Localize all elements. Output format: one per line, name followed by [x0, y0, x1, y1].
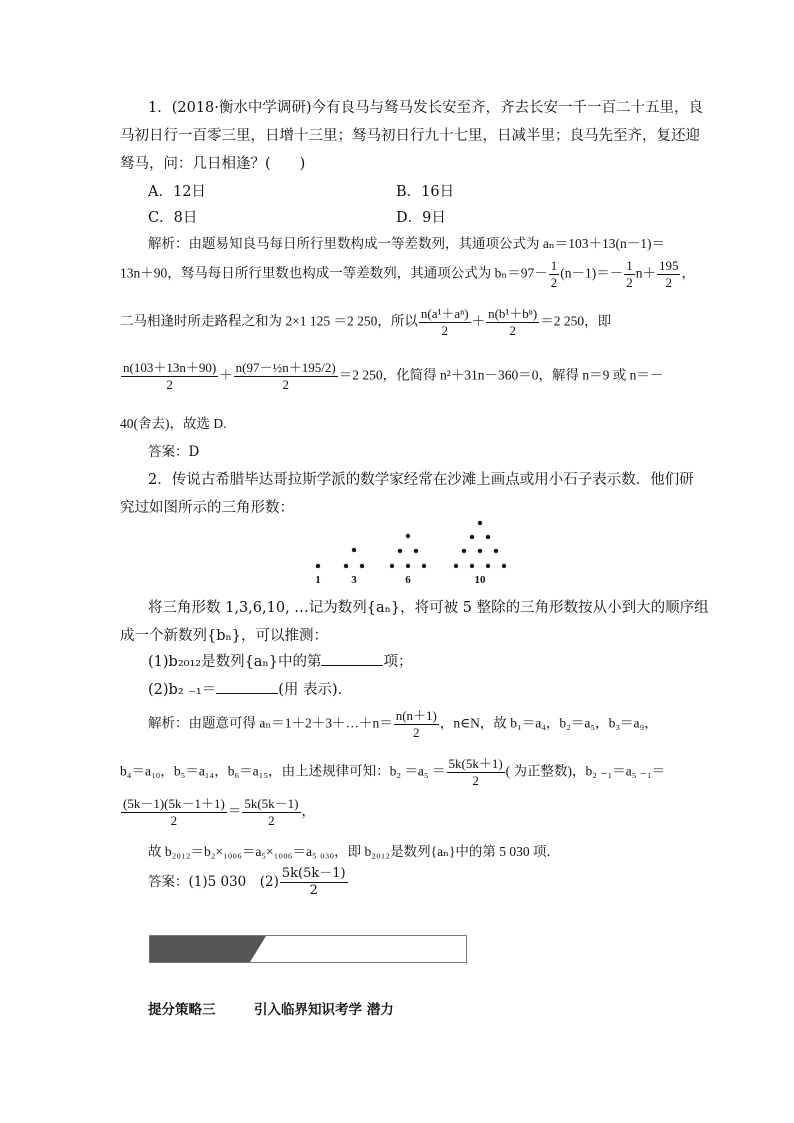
q1-solution-line1: 解析：由题易知良马每日所行里数构成一等差数列，其通项公式为 aₙ＝103＋13(n－1)＝ [148, 236, 665, 251]
triangular-dots-svg [300, 518, 520, 588]
q2-line1: 2．传说古希腊毕达哥拉斯学派的数学家经常在沙滩上画点或用小石子表示数．他们研 [148, 472, 694, 488]
q2-subquestion-1: (1)b₂₀₁₂是数列{aₙ}中的第 项； [148, 654, 413, 670]
q1-solution-line4: $\frac{n(103+13n+90)}{2}$ ＋ $\frac{\text{n(97－½n＋195/2)}}{2}$ ＝2 250，化简得 n²＋31n－360＝0，解得 n＝9 或 n＝－ [123, 360, 664, 392]
q1-solution-line2: 13n＋90，驽马每日所行里数也构成一等差数列，其通项公式为 bₙ＝97－ $\frac{1}{2}$ (n－1)＝－ $\frac{1}{2}$ n＋ $\frac{195}{2}$ ， [120, 258, 695, 290]
q2-solution-line2: b₄＝a₁₀，b₅＝a₁₄，b₆＝a₁₅，由上述规律可知：b₂ ＝a₅ ＝ $\frac{5k(5k+1)}{2}$ ( 为正整数)，b₂ ₋₁＝a₅ ₋₁＝ [120, 756, 666, 788]
q2-subquestion-2: (2)b₂ ₋₁＝ (用 表示)． [148, 682, 353, 698]
q1-solution-line5: 40(舍去)，故选 D. [120, 416, 227, 431]
section-header-bar [149, 935, 467, 963]
q1-option-c: C．8日 [148, 210, 198, 226]
q1-answer: 答案：D [148, 444, 200, 460]
answer-blank-1 [321, 653, 383, 666]
section-bar-slant [250, 936, 266, 962]
q1-solution-line3: 二马相逢时所走路程之和为 2×1 125 ＝2 250，所以 $\frac{\text{n(a¹＋aⁿ)}}{2}$ ＋ $\frac{\text{n(b¹＋bⁿ)}}{2}$ ＝2 250，即 [120, 306, 612, 338]
q1-line1: 1．(2018·衡水中学调研)今有良马与驽马发长安至齐，齐去长安一千一百二十五里，良 [148, 100, 704, 116]
answer-blank-2 [216, 681, 278, 694]
q1-line3: 驽马，问：几日相逢？( ) [120, 156, 306, 172]
q2-paragraph-line2: 成一个新数列{bₙ}，可以推测： [120, 628, 329, 644]
q2-solution-line1: 解析：由题意可得 aₙ＝1＋2＋3＋…＋n＝ $\frac{n(n+1)}{2}$ ，n∈N，故 b₁＝a₄，b₂＝a₅，b₃＝a₉， [148, 708, 658, 740]
footer-title: 引入临界知识考学 潜力 [254, 1002, 394, 1018]
q2-solution-line4: 故 b₂₀₁₂＝b₂×₁₀₀₆＝a₅×₁₀₀₆＝a₅ ₀₃₀，即 b₂₀₁₂是数列{aₙ}中的第 5 030 项． [148, 844, 561, 859]
q1-option-b: B．16日 [396, 184, 455, 200]
section-bar-dark-block [150, 936, 250, 962]
figure-label-6: 6 [405, 574, 411, 586]
footer-strategy: 提分策略三 [148, 1002, 216, 1018]
q1-option-a: A．12日 [148, 184, 206, 200]
q2-solution-line3: $\frac{(5k-1)(5k-1+1)}{2}$ ＝ $\frac{5k(5k-1)}{2}$ ， [123, 796, 315, 828]
q2-line2: 究过如图所示的三角形数： [120, 500, 294, 516]
figure-label-10: 10 [474, 574, 486, 586]
q1-option-d: D．9日 [396, 210, 446, 226]
q2-answer: 答案：(1)5 030 (2) $\frac{5k(5k-1)}{2}$ [148, 866, 346, 898]
q1-line2: 马初日行一百零三里，日增十三里；驽马初日行九十七里，日减半里；良马先至齐，复还迎 [120, 128, 700, 144]
figure-label-3: 3 [351, 574, 357, 586]
triangular-numbers-figure [300, 518, 520, 588]
q2-paragraph-line1: 将三角形数 1,3,6,10, …记为数列{aₙ}，将可被 5 整除的三角形数按从小到大的顺序组 [148, 600, 709, 616]
figure-label-1: 1 [315, 574, 321, 586]
